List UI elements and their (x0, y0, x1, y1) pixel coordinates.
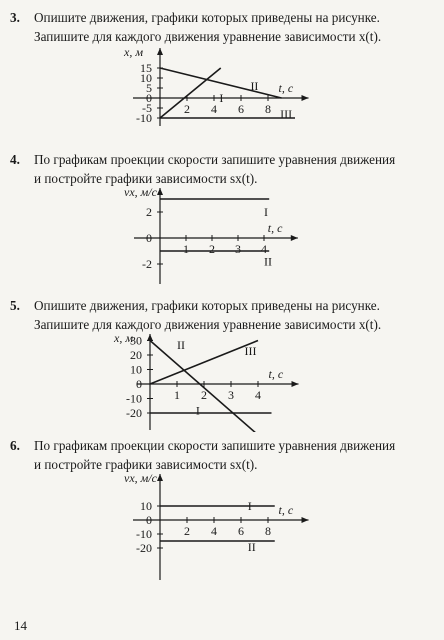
problem-text-line: По графикам проекции скорости запишите уравнения движения (34, 438, 396, 453)
problem-text (34, 436, 434, 474)
y-tick-label: 0 (136, 377, 142, 391)
x-tick-label: 4 (211, 102, 217, 116)
graph-problem-3 (0, 44, 444, 144)
x-tick-label: 3 (228, 388, 234, 402)
series-label-II: II (247, 539, 256, 554)
graph-problem-6 (0, 472, 444, 582)
problem-text-line: Опишите движения, графики которых приведены на рисунке. (34, 298, 380, 313)
series-label-I: I (195, 403, 200, 418)
x-tick-label: 8 (265, 524, 271, 538)
y-tick-label: 30 (130, 333, 142, 348)
y-tick-label: -2 (142, 257, 152, 271)
x-tick-label: 6 (238, 102, 244, 116)
series-label-II: II (264, 254, 272, 269)
problem-text (34, 8, 434, 46)
y-tick-label: -20 (126, 406, 142, 420)
page-number: 14 (14, 618, 27, 633)
y-axis-label: x, м (124, 45, 143, 59)
y-axis-arrow (147, 334, 153, 341)
x-tick-label: 3 (235, 242, 241, 256)
problem-number: 3. (10, 10, 20, 25)
y-axis-arrow (157, 474, 163, 481)
x-tick-label: 4 (211, 524, 217, 538)
y-tick-label: -10 (136, 527, 152, 541)
problem-number: 6. (10, 438, 20, 453)
y-axis-arrow (157, 48, 163, 55)
problem-number: 4. (10, 152, 20, 167)
series-label-I: I (247, 499, 252, 514)
x-tick-label: 4 (255, 388, 261, 402)
problem-number: 5. (10, 298, 20, 313)
series-label-II: II (250, 79, 259, 93)
y-axis-label: x, м (114, 332, 133, 345)
x-tick-label: 4 (261, 242, 267, 256)
y-tick-label: 5 (146, 81, 152, 95)
y-tick-label: 0 (146, 91, 152, 105)
x-tick-label: 6 (238, 524, 244, 538)
y-axis-label: vx, м/с (124, 186, 157, 199)
x-tick-label: 2 (184, 524, 190, 538)
x-tick-label: 8 (265, 102, 271, 116)
x-tick-label: 1 (174, 388, 180, 402)
x-axis-arrow (292, 381, 299, 387)
y-tick-label: -10 (126, 391, 142, 406)
y-tick-label: 10 (140, 499, 152, 513)
y-tick-label: 2 (146, 205, 152, 219)
y-tick-label: -10 (136, 111, 152, 125)
x-axis-arrow (302, 517, 309, 523)
x-tick-label: 1 (183, 242, 189, 256)
problem-text (34, 296, 434, 334)
y-tick-label: 10 (140, 71, 152, 85)
graph-problem-5 (0, 332, 444, 432)
y-tick-label: 0 (146, 231, 152, 245)
graph-problem-4 (0, 186, 444, 286)
series-label-I: I (219, 91, 224, 105)
y-tick-label: -20 (136, 541, 152, 555)
series-label-III: III (244, 344, 257, 358)
x-tick-label: 2 (209, 242, 215, 256)
x-tick-label: 2 (201, 388, 207, 402)
series-label-II: II (177, 338, 185, 353)
y-tick-label: 20 (130, 348, 142, 362)
y-tick-label: 10 (130, 362, 142, 377)
series-line-III (150, 341, 258, 385)
problem-text-line: Опишите движения, графики которых приведены на рисунке. (34, 10, 380, 25)
series-label-I: I (264, 204, 268, 219)
problem-text-line: и постройте графики зависимости sx(t). (34, 171, 258, 186)
x-axis-label: t, c (268, 367, 284, 381)
y-tick-label: 0 (146, 513, 152, 527)
y-tick-label: -5 (142, 101, 152, 115)
x-axis-label: t, c (267, 221, 283, 235)
x-axis-label: t, c (278, 503, 294, 517)
problem-text-line: Запишите для каждого движения уравнение зависимости x(t). (34, 29, 382, 44)
problem-text-line: Запишите для каждого движения уравнение зависимости x(t). (34, 317, 382, 332)
problem-text (34, 150, 434, 188)
problem-text-line: По графикам проекции скорости запишите уравнения движения (34, 152, 396, 167)
y-axis-arrow (157, 188, 163, 195)
x-axis-arrow (291, 235, 298, 241)
y-axis-label: vx, м/с (124, 472, 157, 485)
x-axis-label: t, c (278, 81, 294, 95)
problem-text-line: и постройте графики зависимости sx(t). (34, 457, 258, 472)
x-tick-label: 2 (184, 102, 190, 116)
y-tick-label: 15 (140, 61, 152, 75)
x-axis-arrow (302, 95, 309, 101)
series-label-III: III (280, 107, 293, 121)
